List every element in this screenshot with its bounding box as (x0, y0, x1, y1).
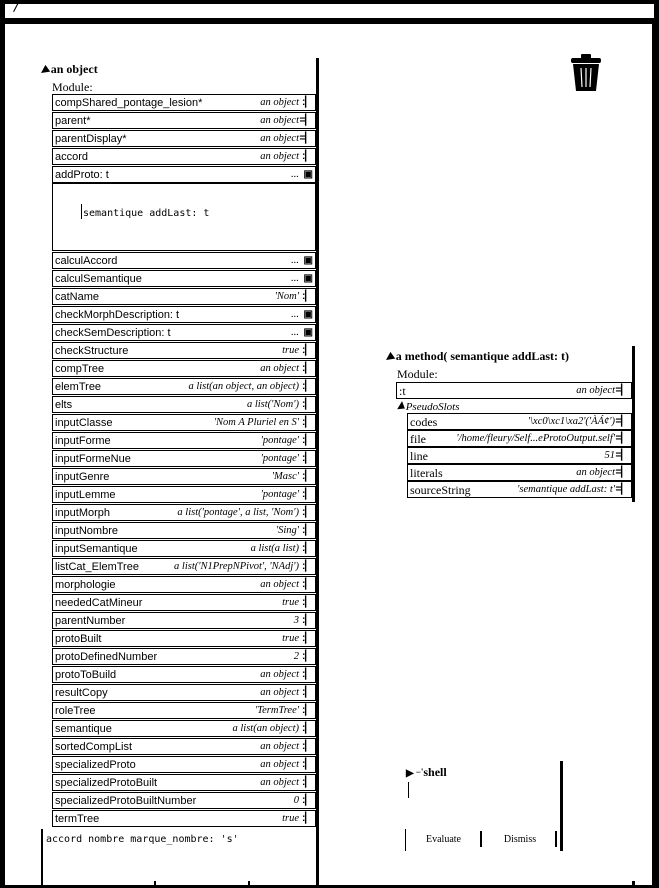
slot-menu-icon[interactable]: :▏ (301, 453, 313, 464)
slot-value: an object (260, 133, 299, 144)
slot-name: compShared_pontage_lesion* (55, 97, 203, 109)
slot-menu-icon[interactable]: :▏ (301, 597, 313, 608)
slot-row[interactable] (52, 148, 316, 165)
trash-can-icon[interactable] (570, 54, 602, 92)
shell-left-edge (405, 829, 406, 851)
slot-name: protoDefinedNumber (55, 651, 158, 663)
slot-name: codes (410, 415, 438, 429)
slot-value: an object (260, 777, 299, 788)
slot-name: elts (55, 399, 73, 411)
slot-row[interactable] (52, 666, 316, 683)
collapse-triangle-icon[interactable]: ◀ (38, 63, 51, 78)
slot-name: specializedProtoBuiltNumber (55, 795, 197, 807)
slot-name: inputFormeNue (55, 453, 131, 465)
slot-row[interactable] (52, 702, 316, 719)
slot-menu-icon[interactable]: :▏ (301, 417, 313, 428)
slot-menu-icon[interactable]: =▏ (615, 467, 629, 478)
slot-row[interactable] (52, 166, 316, 183)
slot-menu-icon[interactable]: =▏ (615, 450, 629, 461)
slot-row[interactable] (52, 288, 316, 305)
slot-row[interactable] (52, 360, 316, 377)
slot-name: inputClasse (55, 417, 113, 429)
slot-value: an object (260, 687, 299, 698)
object-outliner-title: an object (50, 62, 98, 76)
slot-name: listCat_ElemTree (55, 561, 139, 573)
slot-value: true (282, 813, 299, 824)
slot-menu-icon[interactable]: :▏ (301, 705, 313, 716)
slot-value: 'Masc' (271, 471, 299, 482)
slot-menu-icon[interactable]: =▏ (615, 385, 629, 396)
text-caret (81, 204, 82, 219)
slot-menu-icon[interactable]: :▏ (301, 363, 313, 374)
slot-row[interactable] (52, 648, 316, 665)
slot-name: roleTree (55, 705, 96, 717)
slot-name: sortedCompList (55, 741, 133, 753)
slot-menu-icon[interactable]: =▏ (615, 433, 629, 444)
slot-name: addProto: t (55, 169, 109, 181)
slot-value: an object (260, 579, 299, 590)
slot-value: an object (260, 741, 299, 752)
shell-right-border (560, 761, 563, 851)
slot-menu-icon[interactable]: :▏ (301, 669, 313, 680)
slot-menu-icon[interactable]: ▣ (303, 273, 313, 284)
slot-menu-icon[interactable]: :▏ (301, 795, 313, 806)
slot-row[interactable] (52, 540, 316, 557)
slot-value: true (282, 597, 299, 608)
slot-name: inputSemantique (55, 543, 138, 555)
slot-row[interactable] (52, 630, 316, 647)
slot-menu-icon[interactable]: :▏ (301, 561, 313, 572)
pseudo-slot-row[interactable] (407, 481, 632, 498)
slot-row[interactable] (52, 324, 316, 341)
shell-tag-icon: −' (415, 767, 424, 777)
slot-row[interactable] (52, 306, 316, 323)
slot-name: catName (55, 291, 100, 303)
slot-value: 'Sing' (275, 525, 299, 536)
slot-menu-icon[interactable]: :▏ (301, 579, 313, 590)
slot-row[interactable] (52, 252, 316, 269)
slot-menu-icon[interactable]: :▏ (301, 151, 313, 162)
slot-menu-icon[interactable]: :▏ (301, 97, 313, 108)
slot-menu-icon[interactable]: ▣ (303, 255, 313, 266)
frame-stub (632, 881, 635, 885)
evaluate-button[interactable]: Evaluate (407, 831, 482, 847)
slot-name: checkStructure (55, 345, 129, 357)
slot-value: a list(an object, an object) (188, 381, 299, 392)
slot-name: morphologie (55, 579, 116, 591)
method-outliner-right-border (632, 346, 635, 502)
slot-name: parent* (55, 115, 91, 127)
slot-value: an object (260, 363, 299, 374)
slot-menu-icon[interactable]: :▏ (301, 471, 313, 482)
slot-value: 'Nom A Pluriel en S' (213, 417, 299, 428)
slot-name: literals (410, 466, 443, 480)
slot-name: calculSemantique (55, 273, 142, 285)
frame-stub (248, 881, 250, 885)
slot-menu-icon[interactable]: :▏ (301, 543, 313, 554)
slot-value: ... (291, 273, 299, 284)
slot-menu-icon[interactable]: =▏ (615, 416, 629, 427)
slot-value: an object (260, 669, 299, 680)
slot-row[interactable] (52, 594, 316, 611)
slot-row[interactable] (52, 342, 316, 359)
frame-stub (154, 881, 156, 885)
slot-menu-icon[interactable]: :▏ (301, 813, 313, 824)
slot-name: file (410, 432, 426, 446)
pseudo-slot-row[interactable] (407, 430, 632, 447)
slot-name: line (410, 449, 428, 463)
slot-row[interactable] (52, 486, 316, 503)
slot-menu-icon[interactable]: =▏ (299, 115, 313, 126)
slot-menu-icon[interactable]: :▏ (301, 345, 313, 356)
slot-value: a list('Nom') (246, 399, 299, 410)
slot-value: 3 (293, 615, 299, 626)
pseudo-slot-row[interactable] (407, 413, 632, 430)
slot-row[interactable] (52, 612, 316, 629)
pseudo-slot-row[interactable] (407, 447, 632, 464)
slot-value: true (282, 633, 299, 644)
slot-menu-icon[interactable]: =▏ (299, 133, 313, 144)
slot-row[interactable] (52, 468, 316, 485)
slot-row[interactable] (52, 720, 316, 737)
slot-menu-icon[interactable]: :▏ (301, 525, 313, 536)
slot-menu-icon[interactable]: :▏ (301, 507, 313, 518)
slot-menu-icon[interactable]: :▏ (301, 435, 313, 446)
slot-name: inputForme (55, 435, 111, 447)
slot-value: '/home/fleury/Self...eProtoOutput.self' (456, 433, 615, 444)
slot-menu-icon[interactable]: :▏ (301, 381, 313, 392)
title-bar-frame (4, 3, 655, 19)
slot-name: compTree (55, 363, 105, 375)
slot-row[interactable] (52, 112, 316, 129)
title-bar-glyph: / (14, 1, 19, 14)
method-outliner-header[interactable] (383, 349, 570, 365)
slot-name: checkSemDescription: t (55, 327, 171, 339)
slot-menu-icon[interactable]: :▏ (301, 723, 313, 734)
slot-value: ... (291, 327, 299, 338)
slot-name: calculAccord (55, 255, 118, 267)
slot-value: an object (260, 115, 299, 126)
slot-row[interactable] (52, 810, 316, 827)
slot-value: ... (291, 309, 299, 320)
slot-row[interactable] (52, 378, 316, 395)
slot-value: 51 (604, 450, 615, 461)
shell-text-caret (408, 782, 409, 798)
slot-row[interactable] (52, 130, 316, 147)
slot-value: 2 (293, 651, 299, 662)
slot-row[interactable] (52, 522, 316, 539)
slot-menu-icon[interactable]: :▏ (301, 687, 313, 698)
slot-value: an object (576, 385, 615, 396)
slot-value: 'semantique addLast: t' (517, 484, 615, 495)
method-arg-slot[interactable] (396, 382, 632, 399)
slot-row[interactable] (52, 414, 316, 431)
slot-name: inputNombre (55, 525, 118, 537)
collapse-triangle-icon[interactable]: ◀ (393, 400, 407, 415)
expanded-method-editor[interactable] (52, 183, 316, 251)
slot-name: inputMorph (55, 507, 111, 519)
slot-menu-icon[interactable]: ▣ (303, 327, 313, 338)
slot-value: an object (260, 97, 299, 108)
slot-value: a list(a list) (250, 543, 299, 554)
slot-name: parentNumber (55, 615, 126, 627)
self-desktop[interactable] (5, 24, 652, 885)
slot-name: parentDisplay* (55, 133, 127, 145)
slot-value: ... (291, 255, 299, 266)
slot-row[interactable] (52, 756, 316, 773)
slot-row[interactable] (52, 94, 316, 111)
slot-menu-icon[interactable]: :▏ (301, 615, 313, 626)
window-title-bar[interactable] (0, 0, 659, 22)
slot-row[interactable] (52, 450, 316, 467)
slot-value: true (282, 345, 299, 356)
dismiss-button[interactable]: Dismiss (485, 831, 557, 847)
shell-title: shell (423, 765, 447, 779)
slot-menu-icon[interactable]: :▏ (301, 489, 313, 500)
expanded-method-source[interactable]: semantique addLast: t (83, 208, 210, 219)
slot-name: checkMorphDescription: t (55, 309, 180, 321)
slot-row[interactable] (52, 270, 316, 287)
slot-menu-icon[interactable]: ▣ (303, 309, 313, 320)
slot-value: a list(an object) (232, 723, 299, 734)
slot-row[interactable] (52, 432, 316, 449)
object-outliner-header[interactable] (38, 62, 98, 78)
slot-name: sourceString (410, 483, 471, 497)
slot-name: inputGenre (55, 471, 110, 483)
slot-row[interactable] (52, 684, 316, 701)
slot-name: semantique (55, 723, 112, 735)
method-outliner-title: a method( semantique addLast: t) (395, 349, 570, 363)
slot-name: protoToBuild (55, 669, 117, 681)
slot-name: specializedProtoBuilt (55, 777, 158, 789)
shell-header[interactable] (406, 765, 447, 781)
slot-value: '\xc0\xc1\xa2'('ÀÁ¢') (527, 416, 615, 427)
slot-name: inputLemme (55, 489, 116, 501)
slot-value: 'pontage' (260, 453, 299, 464)
slot-name: resultCopy (55, 687, 108, 699)
slot-menu-icon[interactable]: =▏ (615, 484, 629, 495)
evaluator-text[interactable]: accord nombre marque_nombre: 's' (46, 834, 239, 845)
expand-triangle-icon[interactable]: ▶ (406, 768, 414, 779)
slot-menu-icon[interactable]: :▏ (301, 759, 313, 770)
slot-value: a list('pontage', a list, 'Nom') (177, 507, 299, 518)
slot-row[interactable] (52, 396, 316, 413)
slot-row[interactable] (52, 738, 316, 755)
object-module-label: Module: (52, 80, 93, 94)
slot-row[interactable] (52, 576, 316, 593)
slot-name: neededCatMineur (55, 597, 143, 609)
slot-value: 'Nom' (274, 291, 299, 302)
slot-value: an object (260, 151, 299, 162)
slot-value: an object (576, 467, 615, 478)
slot-value: ... (291, 169, 299, 180)
slot-value: 'pontage' (260, 435, 299, 446)
slot-menu-icon[interactable]: :▏ (301, 399, 313, 410)
slot-menu-icon[interactable]: :▏ (301, 633, 313, 644)
slot-name: specializedProto (55, 759, 136, 771)
slot-name: :t (399, 384, 406, 398)
slot-menu-icon[interactable]: :▏ (301, 291, 313, 302)
object-evaluator-input[interactable] (43, 829, 316, 855)
method-module-label: Module: (397, 367, 438, 381)
slot-value: 'TermTree' (255, 705, 299, 716)
slot-value: a list('N1PrepNPivot', 'NAdj') (174, 561, 299, 572)
slot-value: 'pontage' (260, 489, 299, 500)
slot-name: accord (55, 151, 89, 163)
slot-menu-icon[interactable]: :▏ (301, 651, 313, 662)
slot-value: 0 (293, 795, 299, 806)
slot-row[interactable] (52, 504, 316, 521)
slot-name: elemTree (55, 381, 102, 393)
pseudo-slot-row[interactable] (407, 464, 632, 481)
collapse-triangle-icon[interactable]: ◀ (383, 350, 396, 365)
slot-row[interactable] (52, 558, 316, 575)
slot-row[interactable] (52, 774, 316, 791)
slot-value: an object (260, 759, 299, 770)
pseudo-slots-label: PseudoSlots (405, 401, 460, 413)
slot-name: protoBuilt (55, 633, 102, 645)
slot-menu-icon[interactable]: :▏ (301, 777, 313, 788)
slot-menu-icon[interactable]: :▏ (301, 741, 313, 752)
slot-name: termTree (55, 813, 100, 825)
object-outliner-right-border (316, 58, 319, 885)
slot-row[interactable] (52, 792, 316, 809)
slot-menu-icon[interactable]: ▣ (303, 169, 313, 180)
